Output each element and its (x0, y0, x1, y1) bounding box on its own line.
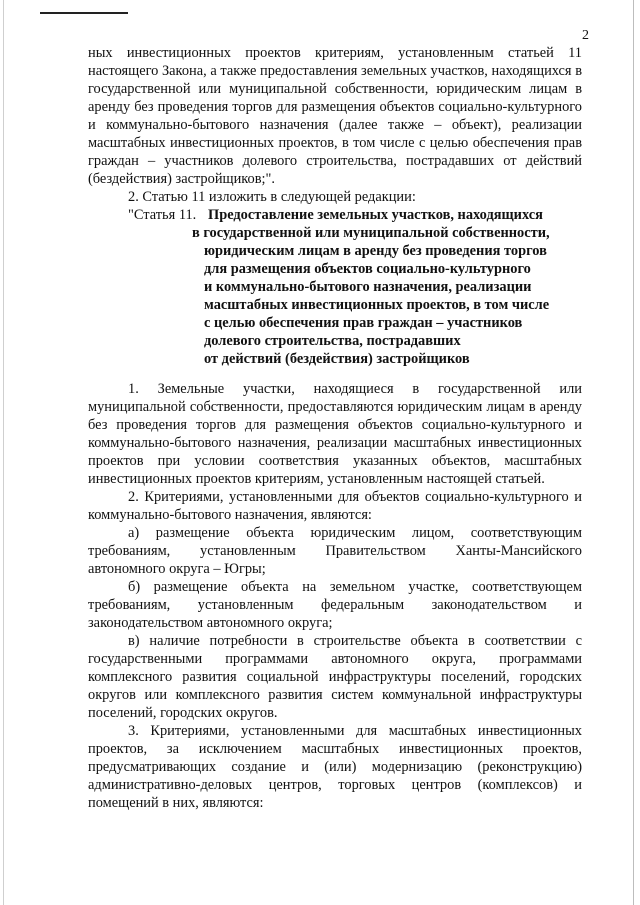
article-heading-line: в государственной или муниципальной собственности, (192, 225, 550, 241)
scan-edge-left (3, 0, 4, 905)
paragraph-1: 1. Земельные участки, находящиеся в государственной или муниципальной собственности, предоставляются юридическим лицам в аренду без проведения торгов для размещения объектов социально-культурного и коммунально-бытового назначения, реализации масштабных инвестиционных проектов при условии соответствия указанных объектов, масштабных инвестиционных проектов критериям, установленным настоящей статьей. (88, 381, 582, 487)
paragraph-2a: а) размещение объекта юридическим лицом, соответствующим требованиям, установленным Правительством Ханты-Мансийского автономного округа – Югры; (88, 525, 582, 577)
item-2-line: 2. Статью 11 изложить в следующей редакции: (128, 189, 416, 205)
article-heading-line: и коммунально-бытового назначения, реализации (204, 279, 532, 295)
article-heading-line: для размещения объектов социально-культурного (204, 261, 531, 277)
paragraph-2b: б) размещение объекта на земельном участке, соответствующем требованиям, установленным федеральным законодательством и законодательством автономного округа; (88, 579, 582, 631)
paragraph-2c: в) наличие потребности в строительстве объекта в соответствии с государственными программами автономного округа, программами комплексного развития социальной инфраструктуры поселений, городских округов или комплексного развития систем коммунальной инфраструктуры поселений, городских округов. (88, 633, 582, 721)
article-heading-line: юридическим лицам в аренду без проведения торгов (204, 243, 547, 259)
intro-paragraph: ных инвестиционных проектов критериям, установленным статьей 11 настоящего Закона, а также предоставления земельных участков, находящихся в государственной или муниципальной собственности, юридическим лицам в аренду без проведения торгов для размещения объектов социально-культурного и коммунально-бытового назначения (далее также – объект), реализации масштабных инвестиционных проектов, в том числе с целью обеспечения прав граждан – участников долевого строительства, пострадавших от действий (бездействия) застройщиков;". (88, 45, 582, 187)
scan-edge-right (633, 0, 634, 905)
article-heading-line: долевого строительства, пострадавших (204, 333, 461, 349)
article-prefix: "Статья 11. (128, 207, 197, 223)
article-heading-line: от действий (бездействия) застройщиков (204, 351, 470, 367)
page-number: 2 (582, 28, 589, 43)
article-heading-line: с целью обеспечения прав граждан – участников (204, 315, 523, 331)
article-heading-line: масштабных инвестиционных проектов, в том числе (204, 297, 550, 313)
article-heading-line: Предоставление земельных участков, находящихся (208, 207, 543, 223)
paragraph-3: 3. Критериями, установленными для масштабных инвестиционных проектов, за исключением масштабных инвестиционных проектов, предусматривающих создание и (или) модернизацию (реконструкцию) административно-деловых центров, торговых центров (комплексов) и помещений в них, являются: (88, 723, 582, 811)
top-rule (40, 12, 128, 14)
paragraph-2: 2. Критериями, установленными для объектов социально-культурного и коммунально-бытового назначения, являются: (88, 489, 582, 523)
